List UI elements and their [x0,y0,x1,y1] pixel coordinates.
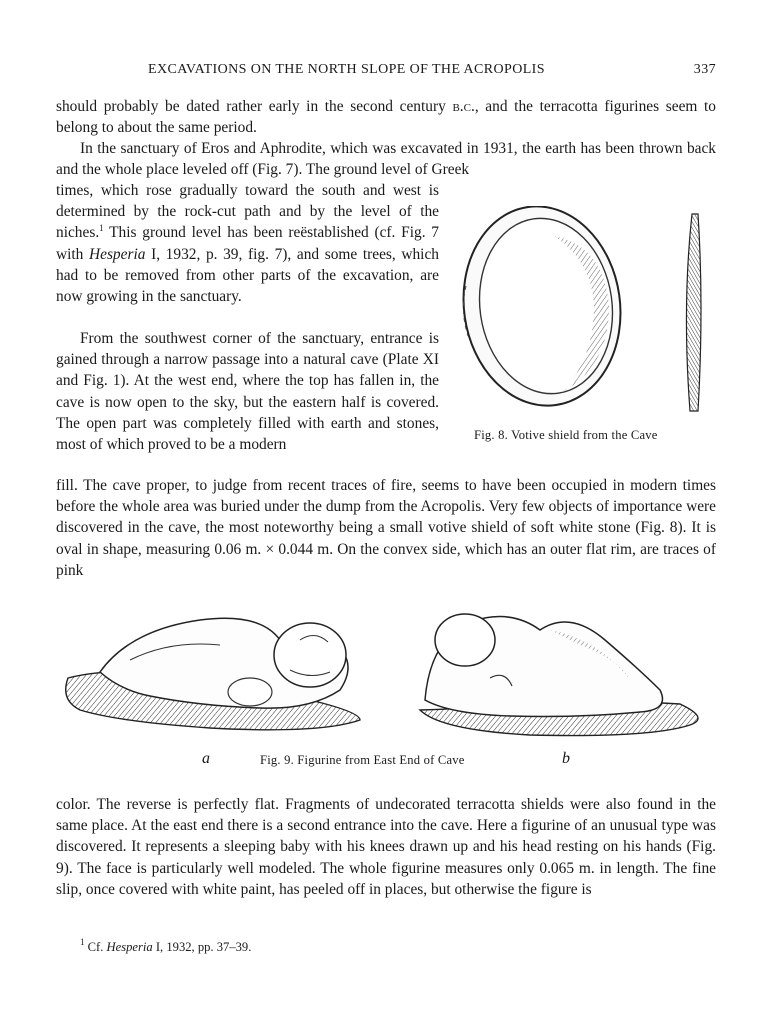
fig9-view-b [420,614,698,736]
running-title: EXCAVATIONS ON THE NORTH SLOPE OF THE ACROPOLIS [148,62,545,77]
journal-name: Hesperia [89,245,146,263]
fig9-caption: Fig. 9. Figurine from East End of Cave [260,753,465,767]
paragraph-4: color. The reverse is perfectly flat. Fragments of undecorated terracotta shields were also found in the same place. At the east end there is a second entrance into the cave. Here a figurine of an unusual type was discovered. It represents a sleeping baby with his knees drawn up and his head resting on his hands (Fig. 9). The face is particularly well modeled. The whole figurine measures only 0.065 m. in length. The fine slip, once covered with white paint, has peeled off in places, but otherwise the figure is [56,796,716,898]
footnote-text-a: Cf. [84,940,107,954]
paragraph-3-narrow: From the southwest corner of the sanctuary, entrance is gained through a narrow passage into a natural cave (Plate XI and Fig. 1). At the west end, where the top has fallen in, the cave is now open to the sky, but the eastern half is covered. The open part was completely filled with earth and stones, most of which proved to be a modern [56,330,439,454]
p2-text-b: This ground level has been reëstablished (cf. Fig. 7 with [56,224,439,263]
fig9-figurine-drawings [60,600,720,750]
footnote-text-b: I, 1932, pp. 37–39. [152,940,252,954]
paragraph-2-full: In the sanctuary of Eros and Aphrodite, which was excavated in 1931, the earth has been thrown back and the whole place leveled off (Fig. 7). The ground level of Greek [56,140,716,179]
fig8-votive-shield-drawing [454,206,724,416]
paragraph-1 [56,96,716,138]
fig9-label-b: b [562,750,570,767]
fig8-caption: Fig. 8. Votive shield from the Cave [474,428,658,442]
fig9-view-a [66,618,360,730]
p2-text-a: times, which rose gradually toward the south and west is determined by the rock-cut path and by the level of the niches. [56,182,439,242]
p2-text-c: I, 1932, p. 39, fig. 7), and some trees, which had to be removed from other parts of the excavation, are now growing in the sanctuary. [56,245,439,306]
fig9-label-a: a [202,750,210,767]
p1-text-b: , and the terracotta figurines seem to belong to about the same period. [56,98,716,137]
p1-text-a: should probably be dated rather early in the second century [56,98,453,115]
bc-abbrev: b.c. [452,98,475,115]
paragraph-3-full: fill. The cave proper, to judge from recent traces of fire, seems to have been occupied in modern times before the whole area was buried under the dump from the Acropolis. Very few objects of importance were discovered in the cave, the most noteworthy being a small votive shield of soft white stone (Fig. 8). It is oval in shape, measuring 0.06 m. × 0.044 m. On the convex side, which has an outer flat rim, are traces of pink [56,477,716,579]
footnote [80,937,680,955]
page-number: 337 [693,62,716,77]
footnote-mark: 1 [99,223,104,234]
running-header [56,62,716,84]
footnote-number: 1 [80,937,85,947]
footnote-journal: Hesperia [106,940,153,954]
paragraph-2-narrow [56,180,439,307]
